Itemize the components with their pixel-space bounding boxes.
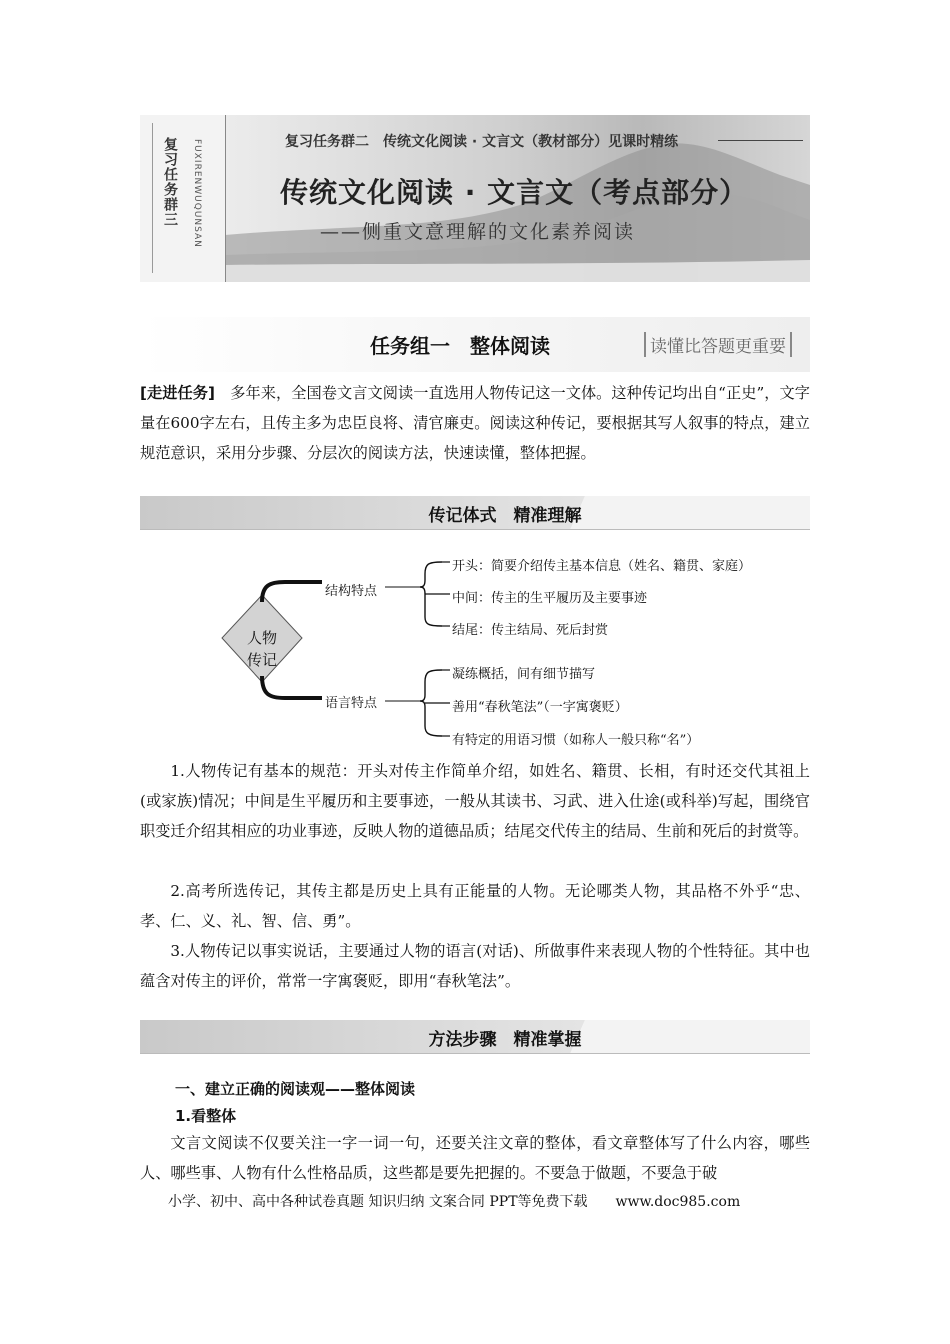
banner-title: 传统文化阅读 · 文言文（考点部分） [280, 176, 749, 209]
banner-top-line: 复习任务群二 传统文化阅读 · 文言文（教材部分）见课时精练 [285, 134, 679, 150]
branch-language-label: 语言特点 [325, 696, 378, 711]
task-group-title: 任务组一 整体阅读 [370, 334, 550, 358]
side-pinyin: FUXIRENWUQUNSAN [192, 139, 202, 248]
intro-text: 多年来，全国卷文言文阅读一直选用人物传记这一文体。这种传记均出自“正史”，文字量在600字左右，且传主多为忠臣良将、清官廉吏。阅读这种传记，要根据其写人叙事的特点，建立规范意识，采用分步骤、分层次的阅读方法，快速读懂，整体把握。 [140, 384, 810, 462]
structure-item: 中间：传主的生平履历及主要事迹 [452, 591, 648, 606]
center-line-2: 传记 [246, 651, 277, 669]
section-title: 方法步骤 精准掌握 [428, 1030, 582, 1050]
language-item: 凝练概括，间有细节描写 [452, 667, 596, 682]
center-line-1: 人物 [246, 629, 277, 647]
structure-item: 开头：简要介绍传主基本信息（姓名、籍贯、家庭） [452, 559, 752, 574]
section-heading-method [140, 1020, 810, 1054]
language-item: 善用“春秋笔法”（一字寓褒贬） [452, 700, 628, 715]
side-label: 复习任务群三 [162, 137, 178, 227]
method-subheading: 1.看整体 [175, 1107, 237, 1125]
header-banner [140, 115, 810, 282]
banner-subtitle: ——侧重文意理解的文化素养阅读 [320, 221, 636, 243]
language-item: 有特定的用语习惯（如称人一般只称“名”） [452, 733, 700, 748]
footer-note: 小学、初中、高中各种试卷真题 知识归纳 文案合同 PPT等免费下载 www.doc985.com [168, 1194, 741, 1210]
biography-diagram [210, 540, 750, 750]
method-paragraph: 文言文阅读不仅要关注一字一词一句，还要关注文章的整体，看文章整体写了什么内容，哪些人、哪些事、人物有什么性格品质，这些都是要先把握的。不要急于做题，不要急于破 [140, 1134, 810, 1182]
section-heading-structure [140, 496, 810, 530]
intro-paragraph [140, 378, 810, 468]
task-group-heading [140, 317, 810, 372]
method-heading: 一、建立正确的阅读观——整体阅读 [175, 1080, 416, 1098]
intro-tag: [走进任务] [140, 384, 215, 402]
point-paragraph: 1.人物传记有基本的规范：开头对传主作简单介绍，如姓名、籍贯、长相，有时还交代其祖上(或家族)情况；中间是生平履历和主要事迹，一般从其读书、习武、进入仕途(或科举)写起，围绕官职变迁介绍其相应的功业事迹，反映人物的道德品质；结尾交代传主的结局、生前和死后的封赏等。 [140, 762, 810, 840]
point-paragraph: 3.人物传记以事实说话，主要通过人物的语言(对话)、所做事件来表现人物的个性特征。其中也蕴含对传主的评价，常常一字寓褒贬，即用“春秋笔法”。 [140, 942, 810, 990]
structure-item: 结尾：传主结局、死后封赏 [452, 623, 609, 638]
branch-structure-label: 结构特点 [325, 584, 378, 599]
point-paragraph: 2.高考所选传记，其传主都是历史上具有正能量的人物。无论哪类人物，其品格不外乎“忠、孝、仁、义、礼、智、信、勇”。 [140, 882, 810, 930]
section-title: 传记体式 精准理解 [428, 506, 582, 526]
task-group-motto: 读懂比答题更重要 [644, 332, 792, 357]
diagram-center [222, 627, 302, 671]
banner-rule [718, 140, 803, 141]
side-label-box [140, 115, 226, 282]
